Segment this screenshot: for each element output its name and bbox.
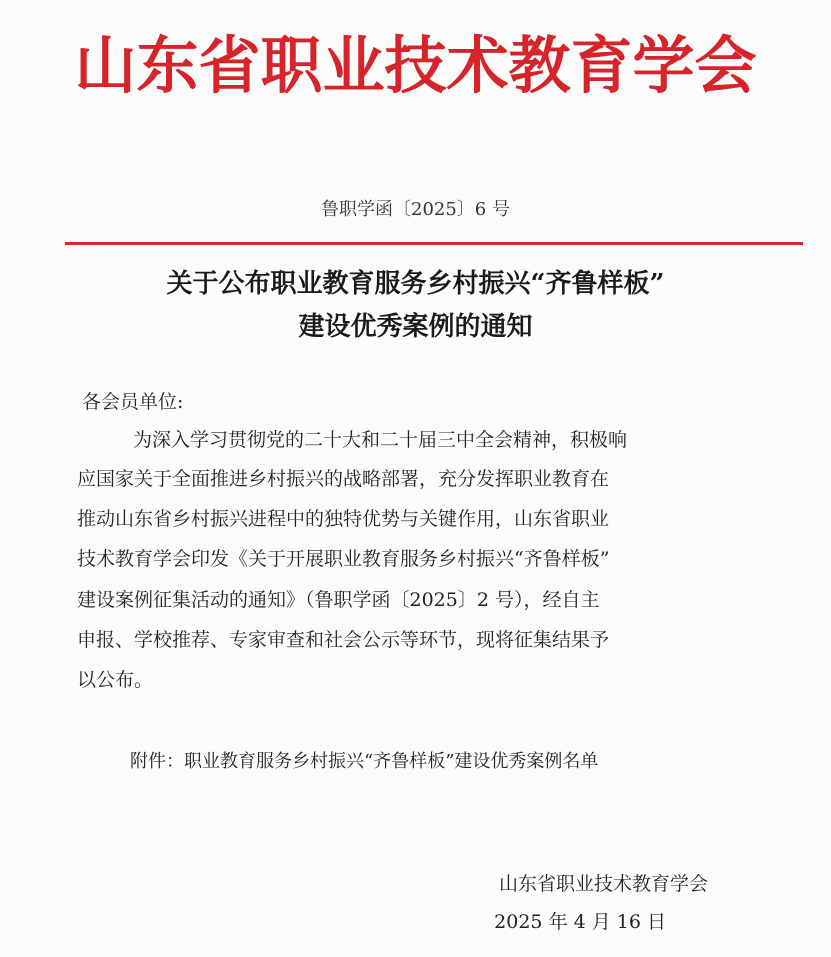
body-paragraph-line: 应国家关于全面推进乡村振兴的战略部署，充分发挥职业教育在: [77, 468, 610, 490]
signature-date: 2025 年 4 月 16 日: [494, 911, 666, 933]
letterhead-org-name: 山东省职业技术教育学会: [74, 29, 757, 102]
attachment-note: 附件：职业教育服务乡村振兴“齐鲁样板”建设优秀案例名单: [130, 751, 599, 772]
body-paragraph-line: 申报、学校推荐、专家审查和社会公示等环节，现将征集结果予: [77, 629, 610, 651]
signature-organization: 山东省职业技术教育学会: [498, 873, 708, 895]
notice-title-line-2: 建设优秀案例的通知: [298, 312, 533, 342]
body-paragraph-line: 技术教育学会印发《关于开展职业教育服务乡村振兴“齐鲁样板”: [77, 548, 610, 570]
salutation: 各会员单位:: [82, 391, 184, 413]
body-paragraph-line: 为深入学习贯彻党的二十大和二十届三中全会精神，积极响: [133, 429, 628, 451]
notice-title-line-1: 关于公布职业教育服务乡村振兴“齐鲁样板”: [166, 269, 665, 299]
document-number: 鲁职学函〔2025〕6 号: [321, 199, 510, 220]
body-paragraph-line: 建设案例征集活动的通知》（鲁职学函〔2025〕2 号），经自主: [77, 589, 600, 611]
red-divider-rule: [65, 242, 803, 245]
body-paragraph-line: 推动山东省乡村振兴进程中的独特优势与关键作用，山东省职业: [77, 508, 610, 530]
body-paragraph-line: 以公布。: [77, 669, 154, 691]
